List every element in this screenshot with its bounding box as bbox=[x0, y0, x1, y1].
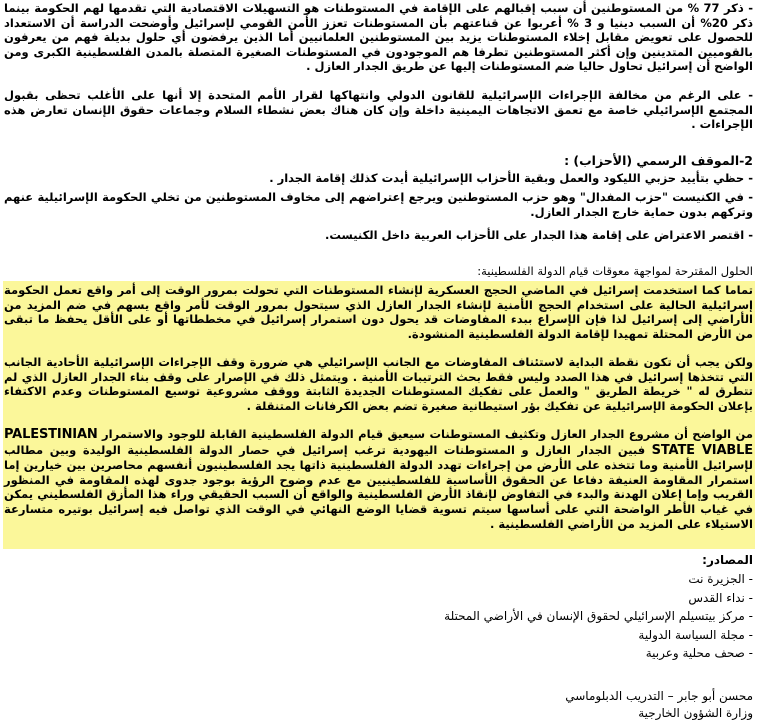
official-position-heading: 2-الموقف الرسمي (الأحزاب) : bbox=[564, 153, 753, 168]
official-item-1: - حظي بتأييد حزبي الليكود والعمل وبقية الأحزاب الإسرائيلية أيدت كذلك إقامة الجدار . bbox=[269, 171, 753, 185]
official-item-2: - في الكنيست "حزب المفدال" وهو حزب المستوطنين ويرجع إعتراضهم إلى مخاوف المستوطنين من تخلي الحكومة الإسرائيلية عنهم وتركهم بدون حماية خارج الجدار العازل. bbox=[4, 190, 753, 219]
source-item: - مجلة السياسة الدولية bbox=[638, 627, 753, 642]
source-item: - مركز بيتسيلم الإسرائيلي لحقوق الإنسان في الأراضي المحتلة bbox=[444, 609, 753, 623]
source-item: - نداء القدس bbox=[688, 590, 753, 605]
signature-name: محسن أبو جابر – التدريب الدبلوماسي bbox=[565, 689, 753, 703]
sources-list bbox=[444, 570, 753, 663]
proposal-3-body: فبين الجدار العازل و المستوطنات اليهودية ترغب إسرائيل في حصار الدولة الفلسطينية الوليدة وبين مطالب لإسرائيل الأمنية وما تتخذه على الأرض من إجراءات تهدد الدولة الفلسطينية ذاتها يجد الفلسطينيون أنفسهم محاصرين بين خيارين إما استمرار المقاومة العنيفة دفاعا عن الحقوق الأساسية للفلسطينيين مع عدم وضوح الرؤية بوجود جدوى لهذه المقاومة في المنظور القريب وإما إعلان الهدنة والبدء في التفاوض لإنقاذ الأرض الفلسطينية والواقع أن السبب الحقيقي وراء هذا المأزق الفلسطيني يمكن في غياب الأطر الواضحة التي على أساسها سيتم تسوية قضايا الوضع النهائي في الوقت الذي تواصل فيه إسرائيل بوتيره متسارعة الاستيلاء على المزيد من الأراضي الفلسطينية . bbox=[4, 442, 753, 531]
israeli-society-paragraph: - على الرغم من مخالفة الإجراءات الإسرائيلية للقانون الدولي وانتهاكها لقرار الأمم المتحدة إلا أنها على الأغلب تحظى بقبول المجتمع الإسرائيلي خاصة مع تعمق الاتجاهات اليمينية داخلة وإن كان هناك بعض نشطاء السلام وجماعات حقوق الإنسان تعارض هذه الإجراءات . bbox=[4, 88, 753, 132]
proposed-solutions-heading: الحلول المقترحة لمواجهة معوقات قيام الدولة الفلسطينية: bbox=[477, 264, 753, 278]
proposal-3-intro: من الواضح أن مشروع الجدار العازل وتكثيف المستوطنات سيعيق قيام الدولة الفلسطينية القابلة للوجود والاستمرار bbox=[102, 427, 753, 441]
source-item: - صحف محلية وعربية bbox=[645, 646, 753, 660]
source-item: - الجزيرة نت bbox=[688, 572, 753, 586]
signature-ministry: وزارة الشؤون الخارجية bbox=[638, 706, 753, 720]
proposal-paragraph-3 bbox=[4, 427, 753, 531]
settlers-survey-paragraph: - ذكر 77 % من المستوطنين أن سبب إقبالهم على الإقامة في المستوطنات هو التسهيلات الاقتصادية التي تقدمها لهم الحكومة بينما ذكر 20% أن السبب دينيا و 3 % أعربوا عن قناعتهم بأن المستوطنات تعزز الأمن القومي لإسرائيل وأوضحت الدراسة أن الاستعداد للحصول على تعويض مقابل إخلاء المستوطنات يزيد بين المستوطنين العلمانيين أما الذين يرفضون أي حلول بديلة فهم من يعرفون بالقوميين المتدينين وإن أكثر المستوطنين تطرفا هم الموجودون في المستوطنات الصغيرة المتصلة بالمدن الفلسطينية الكبرى ومن الواضح أن إسرائيل تحاول حاليا ضم المستوطنات إليها عن طريق الجدار العازل . bbox=[4, 1, 754, 74]
official-item-3: - اقتصر الاعتراض على إقامة هذا الجدار على الأحزاب العربية داخل الكنيست. bbox=[324, 228, 753, 242]
state-viable-term: STATE VIABLE bbox=[651, 442, 754, 458]
proposal-paragraph-1: تماما كما استخدمت إسرائيل في الماضي الحجج العسكرية لإنشاء المستوطنات التي تحولت بمرور الوقت إلى أمر واقع تعمل الحكومة إسرائيلية الحالية على استخدام الحجج الأمنية لإنشاء الجدار العازل الذي سيتحول بمرور الوقت لأمر واقع يسهم في ضم المزيد من الأراضي إلى إسرائيل لذا فإن الإسراع ببدء المفاوضات قد يحول دون استمرار إسرائيل في مخططاتها أو على الأقل يحفظ ما تبقى من الأرض المحتلة تمهيدا لإقامة الدولة الفلسطينية المنشودة. bbox=[4, 283, 753, 341]
proposal-paragraph-2: ولكن يجب أن تكون نقطة البداية لاستئناف المفاوضات مع الجانب الإسرائيلي هي ضرورة وقف الإجراءات الإسرائيلية الأحادية الجانب التي تتخذها إسرائيل في هذا الصدد وليس فقط بحث الترتيبات الأمنية . ويتمثل ذلك في الإصرار على وقف بناء الجدار العازل الذي لم تتطرق له " خريطة الطريق " والعمل على تفكيك المستوطنات الجديدة الثابتة ووقف مشروعية توسيع المستوطنات وعدم الاكتفاء بإعلان الحكومة الإسرائيلية عن تفكيك بؤر استيطانية صغيرة تضم بعض الكرفانات المتنقلة . bbox=[4, 355, 753, 413]
sources-heading: المصادر: bbox=[702, 553, 753, 567]
palestinian-term: PALESTINIAN bbox=[4, 427, 98, 442]
